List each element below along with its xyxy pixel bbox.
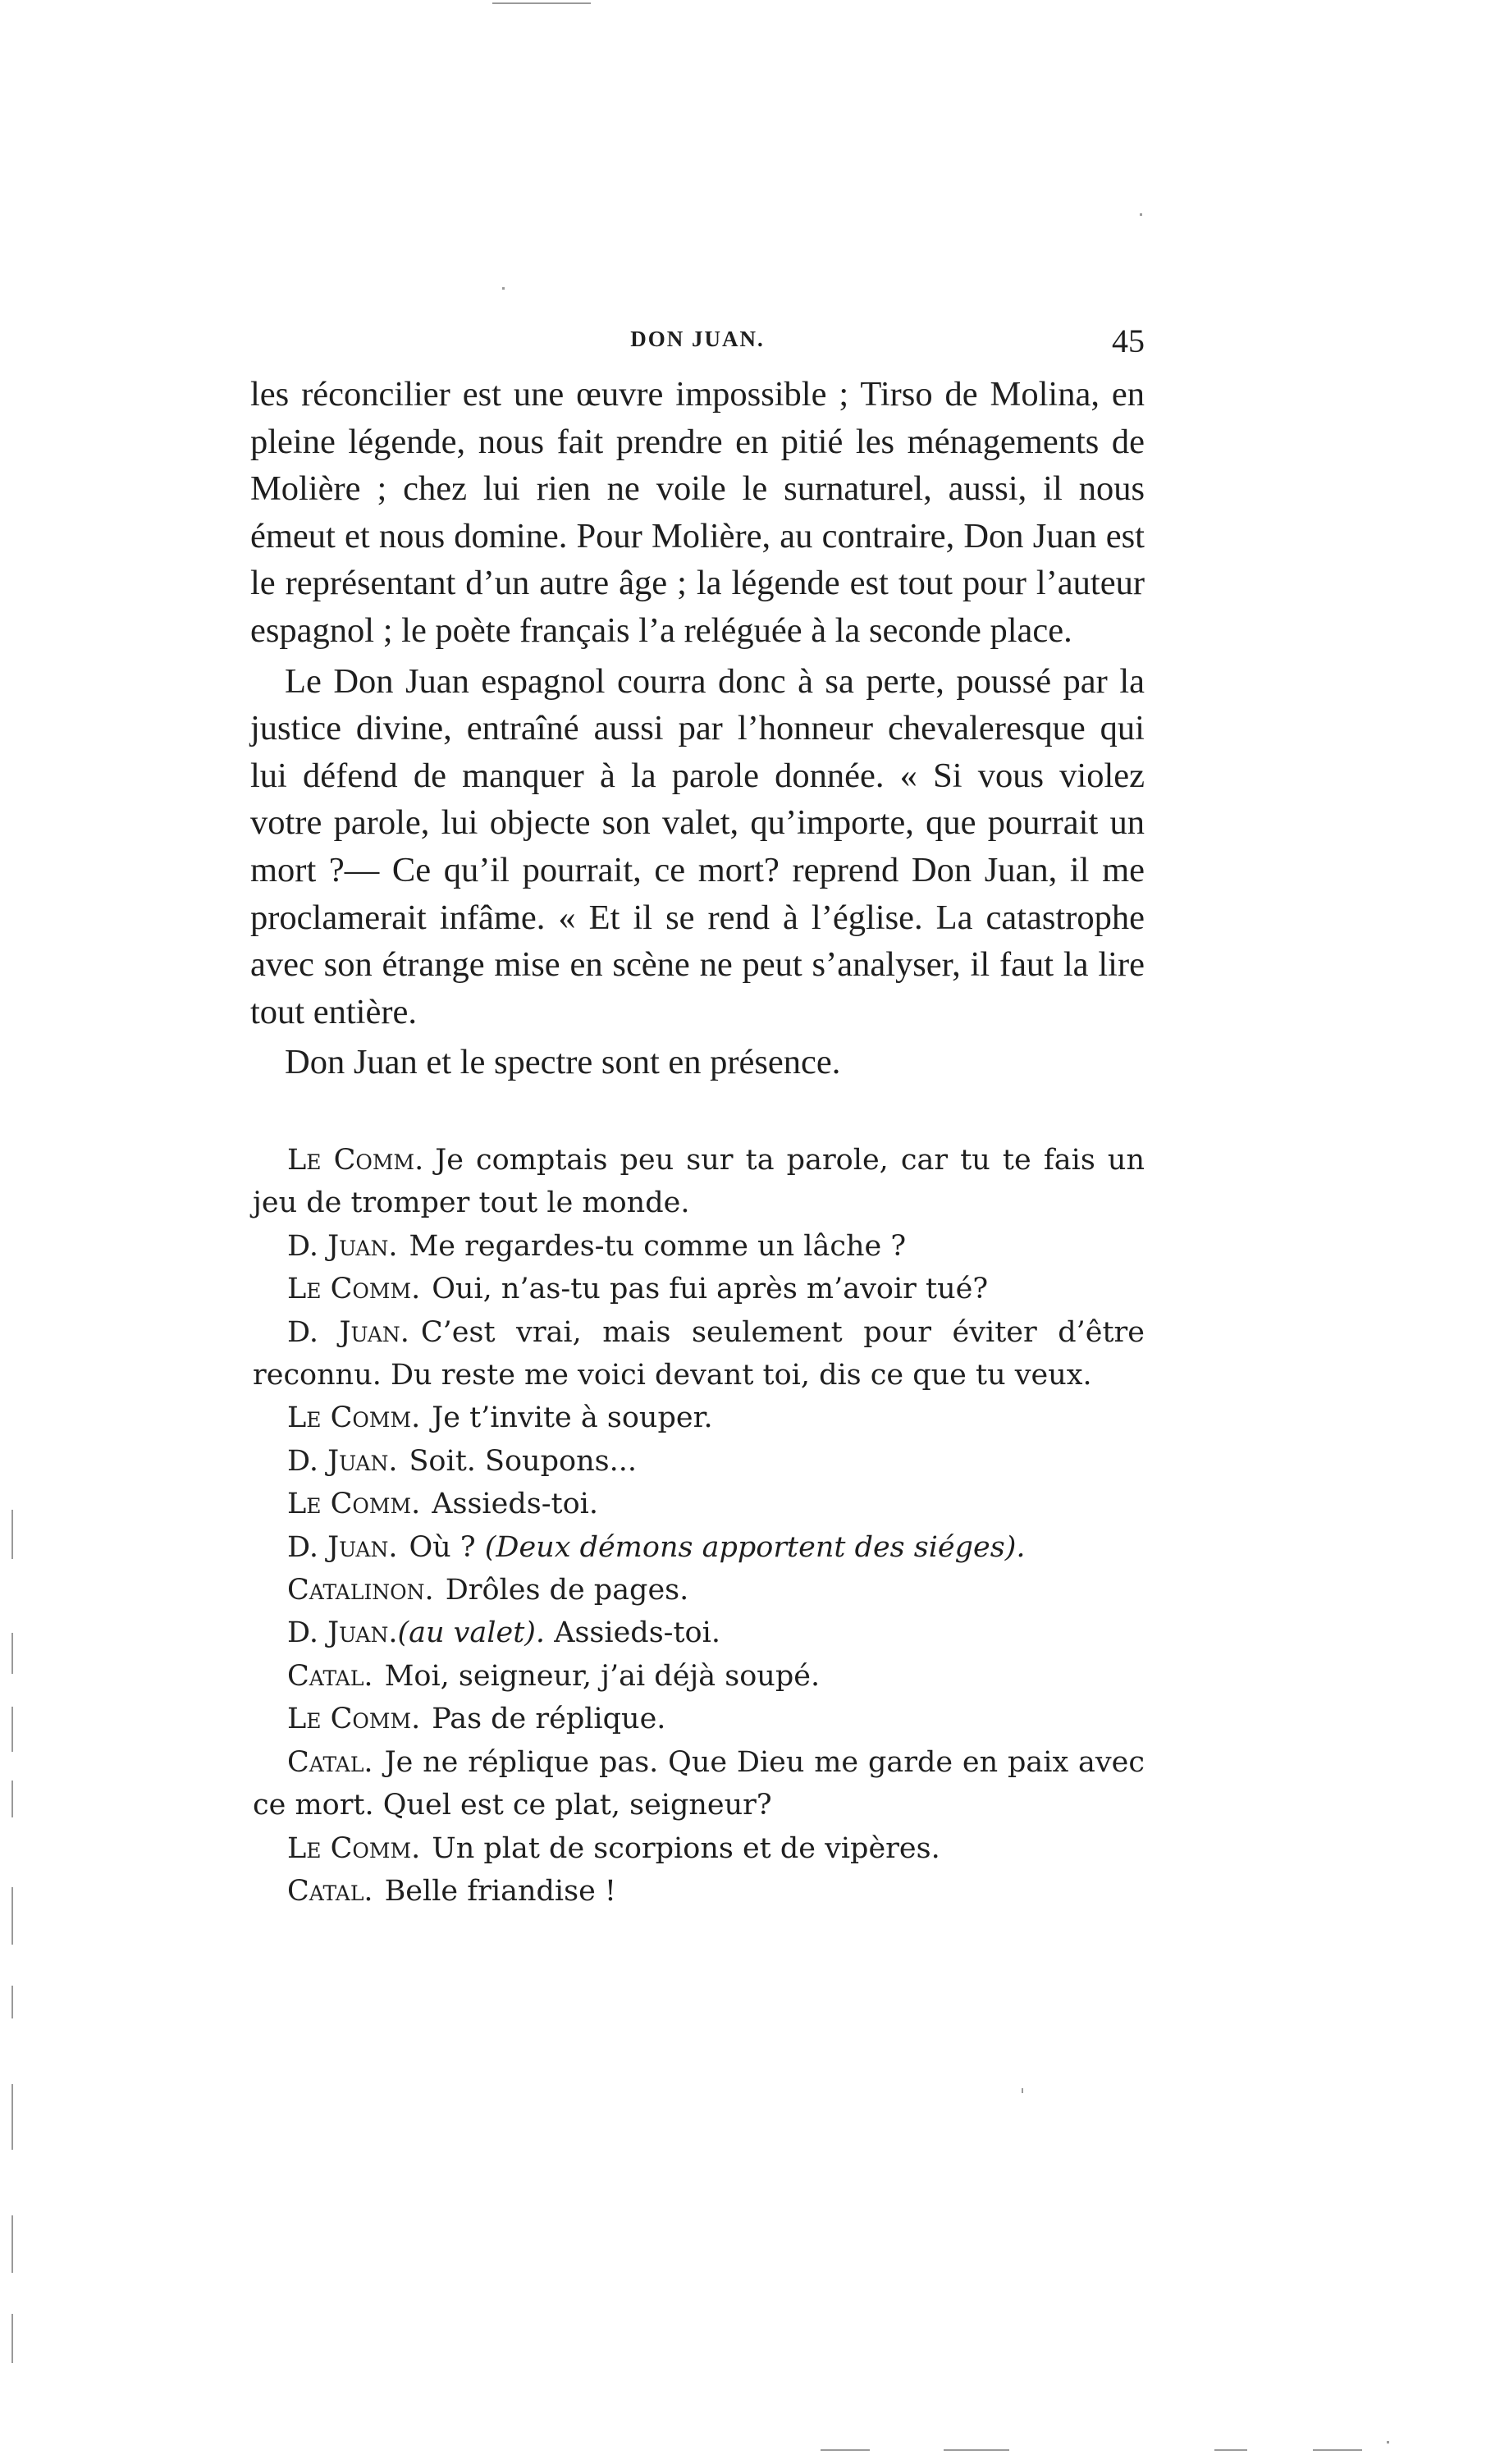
dialogue-text: Pas de réplique. (432, 1703, 666, 1736)
dialogue-text: Je ne réplique pas. Que Dieu me garde en paix avec ce mort. Quel est ce plat, seigneur? (253, 1745, 1145, 1822)
scan-speck (821, 2449, 870, 2451)
paragraph-3: Don Juan et le spectre sont en présence. (285, 1043, 841, 1082)
dialogue-text: Je comptais peu sur ta parole, car tu te fais un jeu de tromper tout le monde. (253, 1144, 1145, 1220)
dialogue-text: Drôles de pages. (445, 1574, 689, 1607)
dialogue-line (253, 1698, 1145, 1740)
speaker-name: Le Comm. (287, 1703, 421, 1736)
scan-speck (1022, 2088, 1023, 2093)
dialogue-line (253, 1268, 1145, 1310)
speaker-name: D. Juan. (287, 1530, 398, 1564)
scan-speck (11, 1781, 13, 1817)
scan-speck (11, 1986, 13, 2018)
dialogue-line (253, 1483, 1145, 1525)
dialogue-line (253, 1741, 1145, 1827)
speaker-name: Catalinon. (287, 1574, 434, 1607)
stage-direction: (Deux démons apportent des siéges). (484, 1530, 1026, 1564)
paragraph-2: Le Don Juan espagnol courra donc à sa perte, poussé par la justice divine, entraîné aussi par l’honneur chevaleresque qui lui défend de manquer à la parole donnée. « Si vous violez votre parole, lui objecte son valet, qu’importe, que pourrait un mort ?— Ce qu’il pourrait, ce mort? reprend Don Juan, il me proclamerait infâme. « Et il se rend à l’église. La catastrophe avec son étrange mise en scène ne peut s’analyser, il faut la lire tout entière. (250, 661, 1145, 1031)
speaker-name: D. Juan. (287, 1315, 409, 1349)
dialogue-line (253, 1139, 1145, 1225)
scan-speck (11, 1707, 13, 1752)
stage-direction: (au valet). (397, 1616, 546, 1650)
dialogue-line (253, 1225, 1145, 1268)
dialogue-text: Soit. Soupons... (409, 1444, 637, 1478)
body-text (250, 371, 1145, 1086)
running-title: DON JUAN. (630, 327, 765, 351)
dialogue-text: Oui, n’as-tu pas fui après m’avoir tué? (432, 1273, 989, 1306)
dialogue-text: Me regardes-tu comme un lâche ? (409, 1229, 907, 1263)
dialogue-line (253, 1526, 1145, 1569)
scan-speck (11, 2084, 13, 2150)
dialogue-line (253, 1397, 1145, 1439)
dialogue-line (253, 1827, 1145, 1870)
dialogue-line (253, 1611, 1145, 1654)
speaker-name: Le Comm. (287, 1401, 421, 1435)
scan-speck (1387, 2441, 1389, 2443)
dialogue-text: Je t’invite à souper. (432, 1401, 713, 1435)
scan-speck (1214, 2449, 1247, 2451)
dialogue-text: Belle friandise ! (384, 1874, 616, 1908)
speaker-name: Le Comm. (287, 1488, 421, 1521)
speaker-name: Catal. (287, 1874, 373, 1908)
speaker-name: D. Juan. (287, 1616, 398, 1650)
scan-speck (11, 1633, 13, 1674)
paragraph-1: les réconcilier est une œuvre impossible ; Tirso de Molina, en pleine légende, nous fait prendre en pitié les ménagements de Molière ; chez lui rien ne voile le surnaturel, aussi, il nous émeut et nous domine. Pour Molière, au contraire, Don Juan est le représentant d’un autre âge ; la légende est tout pour l’auteur espagnol ; le poète français l’a reléguée à la seconde place. (250, 375, 1145, 650)
scan-speck (1140, 213, 1142, 216)
dialogue-line (253, 1870, 1145, 1913)
dialogue-text: Assieds-toi. (554, 1616, 720, 1650)
speaker-name: D. Juan. (287, 1229, 398, 1263)
scan-speck (11, 1510, 13, 1559)
speaker-name: D. Juan. (287, 1444, 398, 1478)
page-header (250, 322, 1145, 363)
dialogue-text: Assieds-toi. (432, 1488, 598, 1521)
dialogue-text: Où ? (409, 1530, 476, 1564)
dialogue-line (253, 1311, 1145, 1397)
speaker-name: Catal. (287, 1659, 373, 1693)
dialogue-text: C’est vrai, mais seulement pour éviter d’être reconnu. Du reste me voici devant toi, dis ce que tu veux. (253, 1315, 1145, 1392)
speaker-name: Catal. (287, 1745, 373, 1779)
scan-speck (502, 287, 505, 290)
dialogue-line (253, 1440, 1145, 1483)
speaker-name: Le Comm. (287, 1273, 421, 1306)
dialogue-line (253, 1569, 1145, 1611)
speaker-name: Le Comm. (287, 1144, 424, 1177)
scan-speck (11, 2314, 13, 2363)
scan-speck (944, 2449, 1009, 2451)
page-number: 45 (1112, 322, 1145, 359)
scan-speck (11, 2215, 13, 2273)
scan-speck (492, 2, 591, 4)
dialogue-block (253, 1139, 1145, 1913)
dialogue-text: Un plat de scorpions et de vipères. (432, 1831, 940, 1865)
scan-speck (11, 1887, 13, 1945)
dialogue-line (253, 1655, 1145, 1698)
scan-speck (1313, 2449, 1362, 2451)
dialogue-text: Moi, seigneur, j’ai déjà soupé. (384, 1659, 821, 1693)
speaker-name: Le Comm. (287, 1831, 421, 1865)
